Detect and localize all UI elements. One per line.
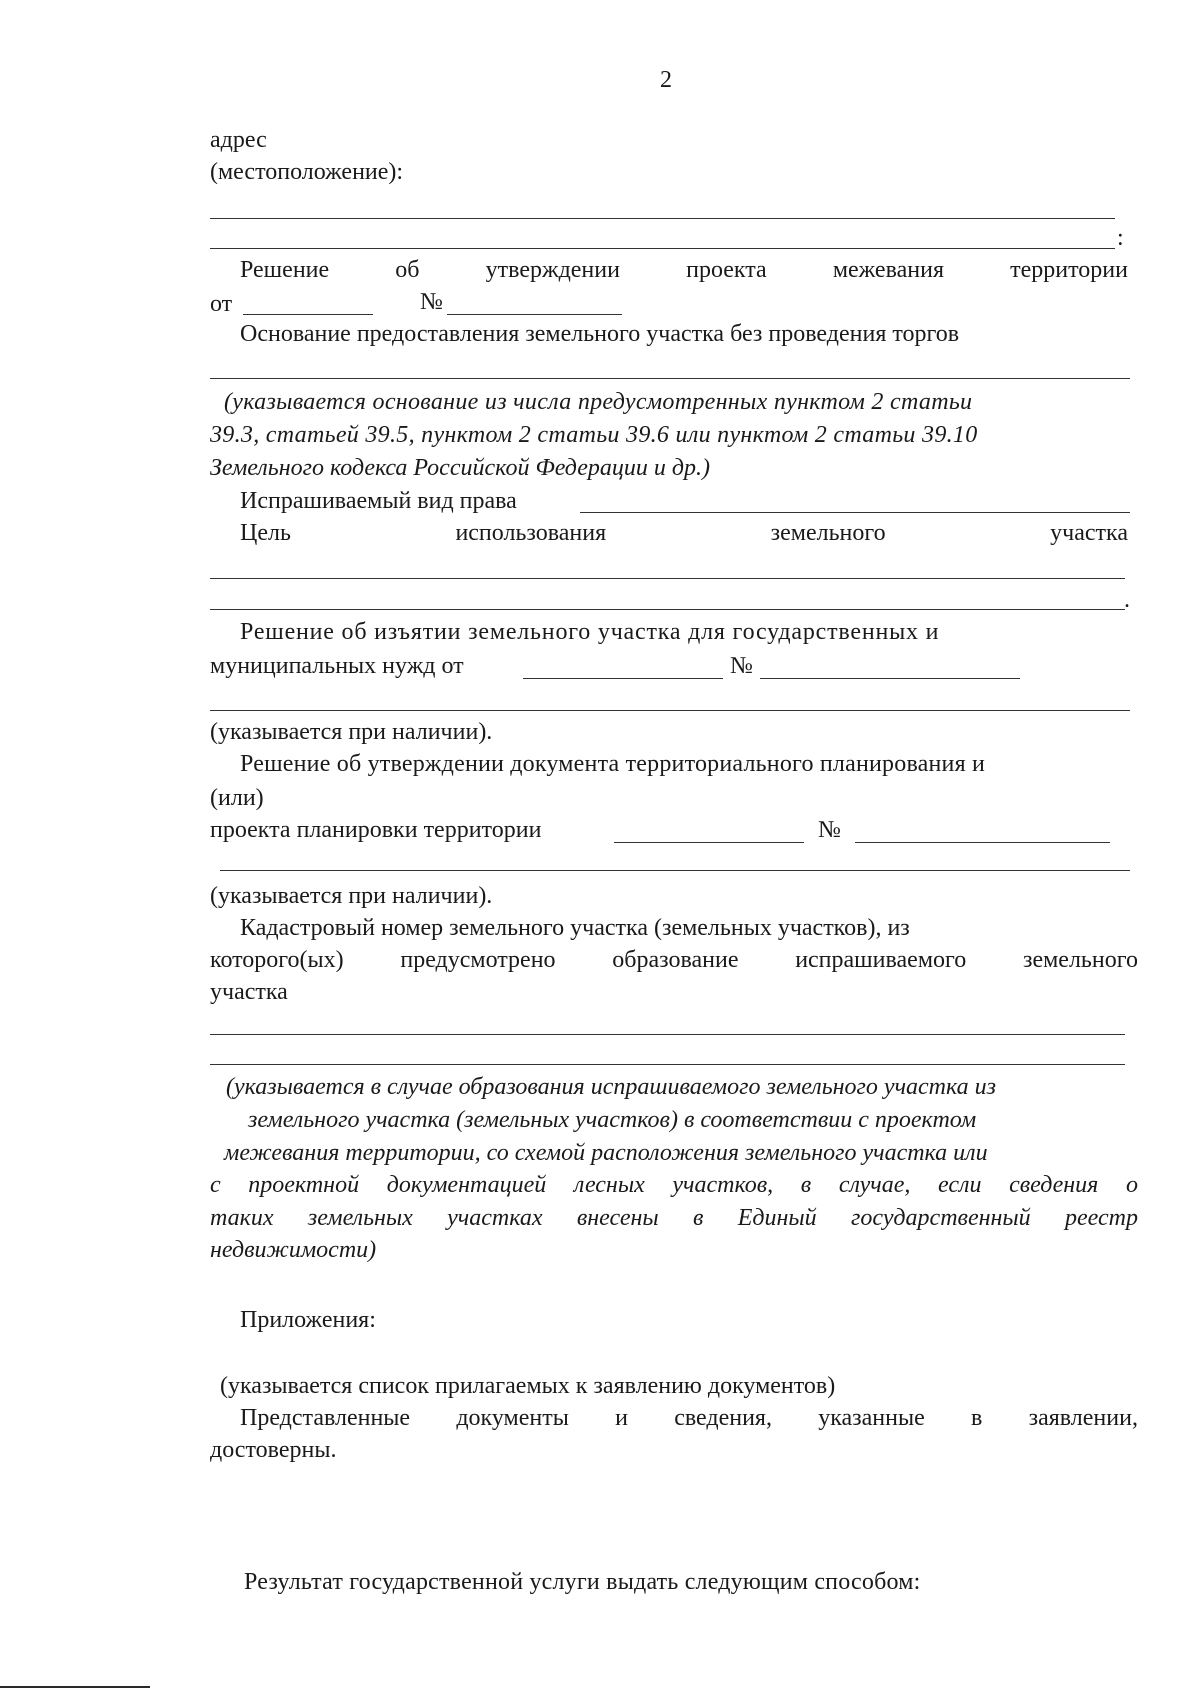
word: об xyxy=(395,257,420,283)
seizure-line-2: муниципальных нужд от xyxy=(210,653,464,679)
word: и xyxy=(615,1405,628,1431)
word: межевания xyxy=(832,257,944,283)
planning-number-label: № xyxy=(818,817,841,843)
word: Цель xyxy=(240,520,291,546)
survey-decision-number-field[interactable] xyxy=(447,314,622,315)
purpose-end-period: . xyxy=(1124,587,1130,613)
purpose-fill-line-1[interactable] xyxy=(210,578,1125,579)
word: внесены xyxy=(576,1205,659,1231)
statement-line-1 xyxy=(240,1406,1138,1430)
address-fill-line-1[interactable] xyxy=(210,218,1115,219)
basis-note-line-2: 39.3, статьей 39.5, пунктом 2 статьи 39.6 или пунктом 2 статьи 39.10 xyxy=(210,422,978,448)
word: сведения xyxy=(1009,1172,1099,1198)
result-label: Результат государственной услуги выдать следующим способом: xyxy=(244,1569,921,1595)
word: участков, xyxy=(672,1172,774,1198)
word: сведения, xyxy=(674,1405,772,1431)
word: документы xyxy=(456,1405,569,1431)
seizure-line-1: Решение об изъятии земельного участка для государственных и xyxy=(240,619,940,645)
word: Единый xyxy=(737,1205,817,1231)
word: о xyxy=(1125,1172,1138,1198)
planning-line-1: Решение об утверждении документа территориального планирования и xyxy=(240,751,986,777)
location-label: (местоположение): xyxy=(210,159,404,185)
cadastral-note-line-4 xyxy=(210,1173,1138,1197)
cadastral-line-2 xyxy=(210,948,1138,972)
word: земельного xyxy=(770,520,886,546)
word: образование xyxy=(612,947,739,973)
purpose-fill-line-2[interactable] xyxy=(210,609,1125,610)
word: документацией xyxy=(386,1172,547,1198)
basis-note-line-1: (указывается основание из числа предусмотренных пунктом 2 статьи xyxy=(224,389,973,415)
planning-line-2: (или) xyxy=(210,785,264,811)
purpose-line xyxy=(240,521,1128,545)
cadastral-fill-line-1[interactable] xyxy=(210,1034,1125,1035)
word: земельного xyxy=(1022,947,1138,973)
cadastral-note-line-5 xyxy=(210,1206,1138,1230)
seizure-date-field[interactable] xyxy=(523,678,723,679)
word: случае, xyxy=(838,1172,911,1198)
word: государственный xyxy=(850,1205,1031,1231)
survey-decision-from-label: от xyxy=(210,291,233,317)
word: в xyxy=(800,1172,812,1198)
word: предусмотрено xyxy=(400,947,556,973)
planning-fill-line[interactable] xyxy=(220,870,1130,871)
word: заявлении, xyxy=(1028,1405,1138,1431)
cadastral-note-line-3: межевания территории, со схемой расположения земельного участка или xyxy=(224,1140,988,1166)
word: утверждении xyxy=(485,257,620,283)
word: реестр xyxy=(1064,1205,1138,1231)
word: использования xyxy=(455,520,607,546)
address-end-colon: : xyxy=(1117,225,1124,251)
seizure-fill-line[interactable] xyxy=(210,710,1130,711)
word: в xyxy=(971,1405,983,1431)
cadastral-fill-line-2[interactable] xyxy=(210,1064,1125,1065)
survey-decision-date-field[interactable] xyxy=(243,314,373,315)
statement-line-2: достоверны. xyxy=(210,1437,337,1463)
word: таких xyxy=(210,1205,274,1231)
survey-decision-number-label: № xyxy=(420,289,443,315)
planning-line-3: проекта планировки территории xyxy=(210,817,542,843)
cadastral-note-line-1: (указывается в случае образования испрашиваемого земельного участка из xyxy=(226,1074,996,1100)
word: Представленные xyxy=(240,1405,411,1431)
footnote-separator xyxy=(0,1686,150,1688)
word: проектной xyxy=(248,1172,360,1198)
word: если xyxy=(938,1172,982,1198)
address-fill-line-2[interactable] xyxy=(210,248,1115,249)
word: которого(ых) xyxy=(210,947,344,973)
planning-note: (указывается при наличии). xyxy=(210,883,493,909)
cadastral-note-line-6: недвижимости) xyxy=(210,1237,377,1263)
cadastral-line-3: участка xyxy=(210,979,288,1005)
basis-fill-line[interactable] xyxy=(210,378,1130,379)
word: Решение xyxy=(240,257,330,283)
attachments-note: (указывается список прилагаемых к заявлению документов) xyxy=(220,1373,836,1399)
cadastral-line-1: Кадастровый номер земельного участка (земельных участков), из xyxy=(240,915,910,941)
word: указанные xyxy=(818,1405,925,1431)
seizure-number-field[interactable] xyxy=(760,678,1020,679)
seizure-number-label: № xyxy=(730,653,753,679)
address-label: адрес xyxy=(210,127,267,153)
page-number: 2 xyxy=(660,67,672,93)
cadastral-note-line-2: земельного участка (земельных участков) в соответствии с проектом xyxy=(248,1107,977,1133)
basis-heading: Основание предоставления земельного участка без проведения торгов xyxy=(240,321,960,347)
basis-note-line-3: Земельного кодекса Российской Федерации и др.) xyxy=(210,455,711,481)
right-type-label: Испрашиваемый вид права xyxy=(240,488,517,514)
right-type-field[interactable] xyxy=(580,512,1130,513)
word: испрашиваемого xyxy=(795,947,967,973)
planning-number-field[interactable] xyxy=(855,842,1110,843)
word: с xyxy=(210,1172,221,1198)
seizure-note: (указывается при наличии). xyxy=(210,719,493,745)
word: земельных xyxy=(307,1205,413,1231)
word: территории xyxy=(1010,257,1128,283)
planning-date-field[interactable] xyxy=(614,842,804,843)
survey-decision-line xyxy=(240,258,1128,282)
attachments-label: Приложения: xyxy=(240,1307,376,1333)
word: проекта xyxy=(686,257,767,283)
word: участка xyxy=(1050,520,1128,546)
word: в xyxy=(692,1205,704,1231)
word: лесных xyxy=(573,1172,645,1198)
word: участках xyxy=(447,1205,543,1231)
